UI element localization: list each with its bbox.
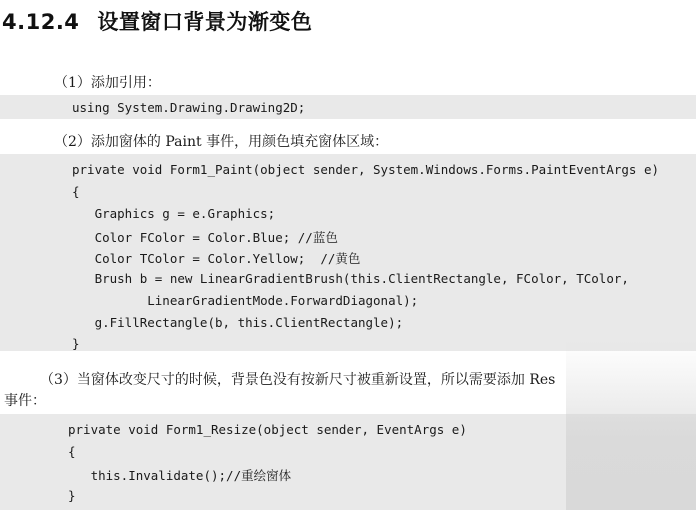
code-line: Color TColor = Color.Yellow; //黄色 [72, 251, 361, 266]
code-line: } [68, 488, 76, 503]
step-3-continuation: 事件： [4, 393, 46, 409]
code-line: LinearGradientMode.ForwardDiagonal); [72, 293, 419, 308]
section-heading [2, 6, 312, 36]
code-line: Graphics g = e.Graphics; [72, 206, 276, 221]
section-title: 设置窗口背景为渐变色 [97, 10, 313, 34]
code-line: { [68, 444, 76, 459]
code-line: this.Invalidate();//重绘窗体 [68, 468, 292, 483]
code-line: } [72, 336, 80, 351]
step-3-label: （3）当窗体改变尺寸的时候，背景色没有按新尺寸被重新设置，所以需要添加 Res [40, 372, 556, 388]
code-line: { [72, 184, 80, 199]
code-line: g.FillRectangle(b, this.ClientRectangle); [72, 315, 404, 330]
code-line: using System.Drawing.Drawing2D; [72, 100, 306, 115]
code-line: private void Form1_Resize(object sender, EventArgs e) [68, 422, 467, 437]
step-2-label: （2）添加窗体的 Paint 事件，用颜色填充窗体区域： [54, 134, 389, 150]
code-line: private void Form1_Paint(object sender, System.Windows.Forms.PaintEventArgs e) [72, 162, 659, 177]
code-line: Brush b = new LinearGradientBrush(this.ClientRectangle, FColor, TColor, [72, 271, 629, 286]
code-line: Color FColor = Color.Blue; //蓝色 [72, 230, 338, 245]
step-1-label: （1）添加引用： [54, 75, 161, 91]
section-number: 4.12.4 [2, 10, 80, 34]
